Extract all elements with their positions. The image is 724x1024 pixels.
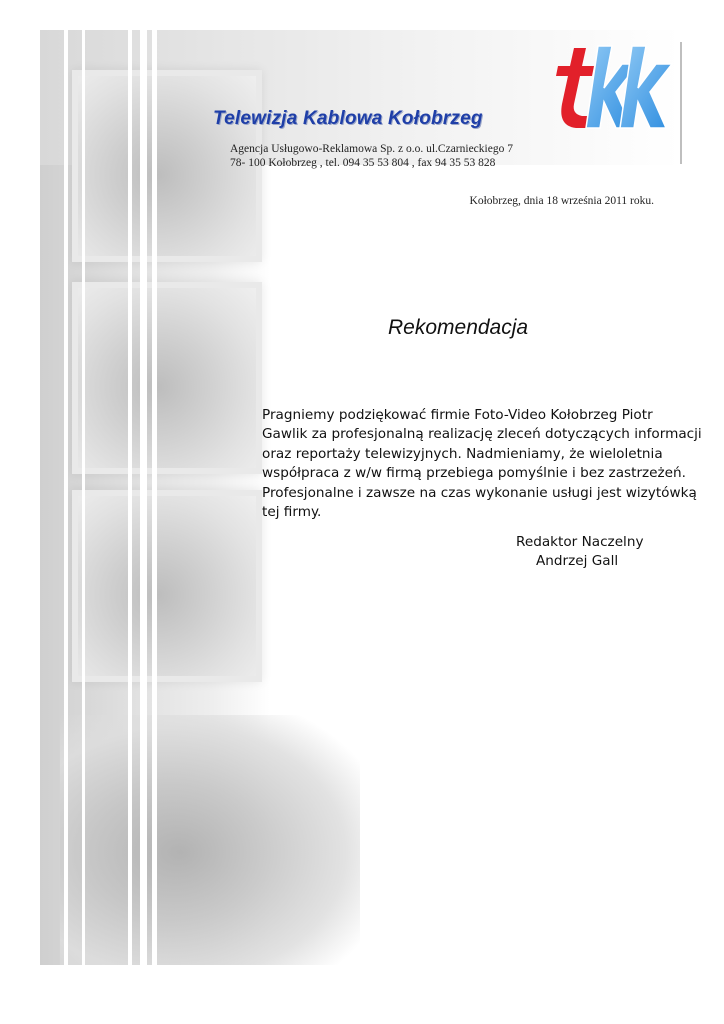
header-divider — [680, 42, 682, 164]
body-line: Gawlik za profesjonalną realizację zleceń dotyczących informacji — [262, 426, 702, 443]
body-line: Profesjonalne i zawsze na czas wykonanie usługi jest wizytówką — [262, 484, 697, 501]
background-tv-frame-2 — [72, 282, 262, 474]
background-stripe — [64, 30, 68, 965]
letter-body — [262, 406, 702, 522]
background-stripe — [128, 30, 132, 965]
signature-role: Redaktor Naczelny — [516, 534, 644, 550]
letter-date: Kołobrzeg, dnia 18 września 2011 roku. — [469, 195, 654, 207]
body-line: Pragniemy podziękować firmie Foto-Video Kołobrzeg Piotr — [262, 407, 653, 423]
company-address-line-1: Agencja Usługowo-Reklamowa Sp. z o.o. ul.Czarnieckiego 7 — [230, 143, 513, 155]
background-stripe — [152, 30, 157, 965]
company-address-line-2: 78- 100 Kołobrzeg , tel. 094 35 53 804 , fax 94 35 53 828 — [230, 157, 496, 169]
background-stripe — [82, 30, 85, 965]
company-name: Telewizja Kablowa Kołobrzeg — [213, 108, 483, 129]
body-line: tej firmy. — [262, 504, 322, 521]
document-title: Rekomendacja — [388, 316, 529, 339]
body-line: współpraca z w/w firmą przebiega pomyślnie i bez zastrzeżeń. — [262, 465, 686, 482]
signature-name: Andrzej Gall — [536, 553, 619, 569]
tvk-logo-icon — [552, 42, 678, 134]
body-line: oraz reportaży telewizyjnych. Nadmieniamy, że wieloletnia — [262, 445, 663, 462]
background-camera-image — [60, 715, 360, 965]
background-tv-frame-3 — [72, 490, 262, 682]
background-stripe — [140, 30, 147, 965]
